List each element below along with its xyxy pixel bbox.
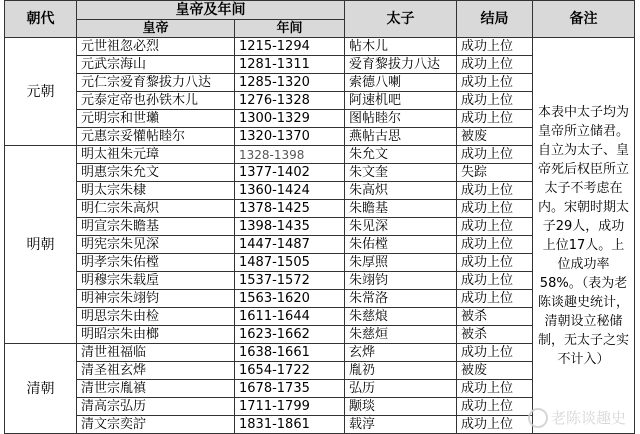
spreadsheet xyxy=(4,0,634,432)
emperor-cell: 清圣祖玄烨 xyxy=(77,362,235,380)
years-cell: 1378-1425 xyxy=(235,200,345,218)
prince-cell: 索德八喇 xyxy=(345,74,457,92)
emperor-cell: 元明宗和世瓎 xyxy=(77,110,235,128)
watermark-logo-icon xyxy=(528,408,548,428)
prince-cell: 阿速机吧 xyxy=(345,92,457,110)
dynasty-cell: 元朝 xyxy=(5,38,77,146)
prince-cell: 玄烨 xyxy=(345,344,457,362)
emperor-cell: 明惠宗朱允文 xyxy=(77,164,235,182)
prince-cell: 朱慈烜 xyxy=(345,326,457,344)
table-row xyxy=(5,38,635,56)
outcome-cell: 成功上位 xyxy=(457,110,533,128)
years-cell: 1300-1329 xyxy=(235,110,345,128)
years-cell: 1285-1320 xyxy=(235,74,345,92)
outcome-cell: 成功上位 xyxy=(457,92,533,110)
dynasty-cell: 明朝 xyxy=(5,146,77,344)
outcome-cell: 被杀 xyxy=(457,308,533,326)
prince-cell: 朱高炽 xyxy=(345,182,457,200)
prince-cell: 朱瞻基 xyxy=(345,200,457,218)
header-dynasty: 朝代 xyxy=(5,1,77,38)
outcome-cell: 成功上位 xyxy=(457,398,533,416)
emperor-cell: 明昭宗朱由榔 xyxy=(77,326,235,344)
years-cell: 1611-1644 xyxy=(235,308,345,326)
years-cell: 1328-1398 xyxy=(235,146,345,164)
years-cell: 1276-1328 xyxy=(235,92,345,110)
emperor-cell: 元世祖忽必烈 xyxy=(77,38,235,56)
header-emperor: 皇帝 xyxy=(77,20,235,38)
years-cell: 1215-1294 xyxy=(235,38,345,56)
outcome-cell: 被废 xyxy=(457,128,533,146)
years-cell: 1638-1661 xyxy=(235,344,345,362)
prince-cell: 燕帖古思 xyxy=(345,128,457,146)
emperor-cell: 清世祖福临 xyxy=(77,344,235,362)
prince-cell: 朱翊钧 xyxy=(345,272,457,290)
prince-cell: 颙琰 xyxy=(345,398,457,416)
prince-cell: 朱慈烺 xyxy=(345,308,457,326)
emperor-cell: 明太祖朱元璋 xyxy=(77,146,235,164)
header-emperor-group: 皇帝及年间 xyxy=(77,1,345,20)
outcome-cell: 成功上位 xyxy=(457,416,533,434)
outcome-cell: 成功上位 xyxy=(457,380,533,398)
prince-cell: 爱育黎拔力八达 xyxy=(345,56,457,74)
emperor-cell: 元惠宗妥懽帖睦尔 xyxy=(77,128,235,146)
years-cell: 1654-1722 xyxy=(235,362,345,380)
emperor-cell: 明仁宗朱高炽 xyxy=(77,200,235,218)
emperor-cell: 明穆宗朱载垕 xyxy=(77,272,235,290)
watermark: 老陈谈趣史 xyxy=(528,407,626,429)
years-cell: 1623-1662 xyxy=(235,326,345,344)
outcome-cell: 被废 xyxy=(457,362,533,380)
header-remarks: 备注 xyxy=(533,1,635,38)
years-cell: 1447-1487 xyxy=(235,236,345,254)
crown-prince-table xyxy=(4,0,635,434)
emperor-cell: 明孝宗朱佑樘 xyxy=(77,254,235,272)
emperor-cell: 清世宗胤禛 xyxy=(77,380,235,398)
outcome-cell: 成功上位 xyxy=(457,38,533,56)
years-cell: 1377-1402 xyxy=(235,164,345,182)
years-cell: 1563-1620 xyxy=(235,290,345,308)
prince-cell: 朱见深 xyxy=(345,218,457,236)
years-cell: 1487-1505 xyxy=(235,254,345,272)
prince-cell: 朱佑樘 xyxy=(345,236,457,254)
header-years: 年间 xyxy=(235,20,345,38)
prince-cell: 胤礽 xyxy=(345,362,457,380)
outcome-cell: 成功上位 xyxy=(457,200,533,218)
prince-cell: 朱常洛 xyxy=(345,290,457,308)
years-cell: 1711-1799 xyxy=(235,398,345,416)
header-prince: 太子 xyxy=(345,1,457,38)
outcome-cell: 成功上位 xyxy=(457,218,533,236)
outcome-cell: 成功上位 xyxy=(457,56,533,74)
emperor-cell: 明神宗朱翊钧 xyxy=(77,290,235,308)
outcome-cell: 成功上位 xyxy=(457,74,533,92)
prince-cell: 帖木儿 xyxy=(345,38,457,56)
emperor-cell: 明思宗朱由检 xyxy=(77,308,235,326)
years-cell: 1398-1435 xyxy=(235,218,345,236)
outcome-cell: 成功上位 xyxy=(457,182,533,200)
emperor-cell: 清高宗弘历 xyxy=(77,398,235,416)
emperor-cell: 明太宗朱棣 xyxy=(77,182,235,200)
years-cell: 1831-1861 xyxy=(235,416,345,434)
prince-cell: 朱厚照 xyxy=(345,254,457,272)
emperor-cell: 清文宗奕詝 xyxy=(77,416,235,434)
emperor-cell: 元泰定帝也孙铁木儿 xyxy=(77,92,235,110)
outcome-cell: 成功上位 xyxy=(457,290,533,308)
years-cell: 1320-1370 xyxy=(235,128,345,146)
emperor-cell: 元仁宗爱育黎拔力八达 xyxy=(77,74,235,92)
years-cell: 1281-1311 xyxy=(235,56,345,74)
years-cell: 1360-1424 xyxy=(235,182,345,200)
outcome-cell: 失踪 xyxy=(457,164,533,182)
emperor-cell: 元武宗海山 xyxy=(77,56,235,74)
prince-cell: 图帖睦尔 xyxy=(345,110,457,128)
prince-cell: 朱文奎 xyxy=(345,164,457,182)
prince-cell: 弘历 xyxy=(345,380,457,398)
prince-cell: 载淳 xyxy=(345,416,457,434)
years-cell: 1537-1572 xyxy=(235,272,345,290)
outcome-cell: 成功上位 xyxy=(457,146,533,164)
outcome-cell: 成功上位 xyxy=(457,272,533,290)
outcome-cell: 成功上位 xyxy=(457,344,533,362)
emperor-cell: 明宪宗朱见深 xyxy=(77,236,235,254)
outcome-cell: 被杀 xyxy=(457,326,533,344)
outcome-cell: 成功上位 xyxy=(457,254,533,272)
outcome-cell: 成功上位 xyxy=(457,236,533,254)
prince-cell: 朱允文 xyxy=(345,146,457,164)
emperor-cell: 明宣宗朱瞻基 xyxy=(77,218,235,236)
header-outcome: 结局 xyxy=(457,1,533,38)
dynasty-cell: 清朝 xyxy=(5,344,77,434)
remarks-cell: 本表中太子均为皇帝所立储君。自立为太子、皇帝死后权臣所立太子不考虑在内。宋朝时期太子29人，成功上位17人。上位成功率58%。（表为老陈谈趣史统计，清朝设立秘储制，无太子之实不计入） xyxy=(533,38,635,434)
years-cell: 1678-1735 xyxy=(235,380,345,398)
